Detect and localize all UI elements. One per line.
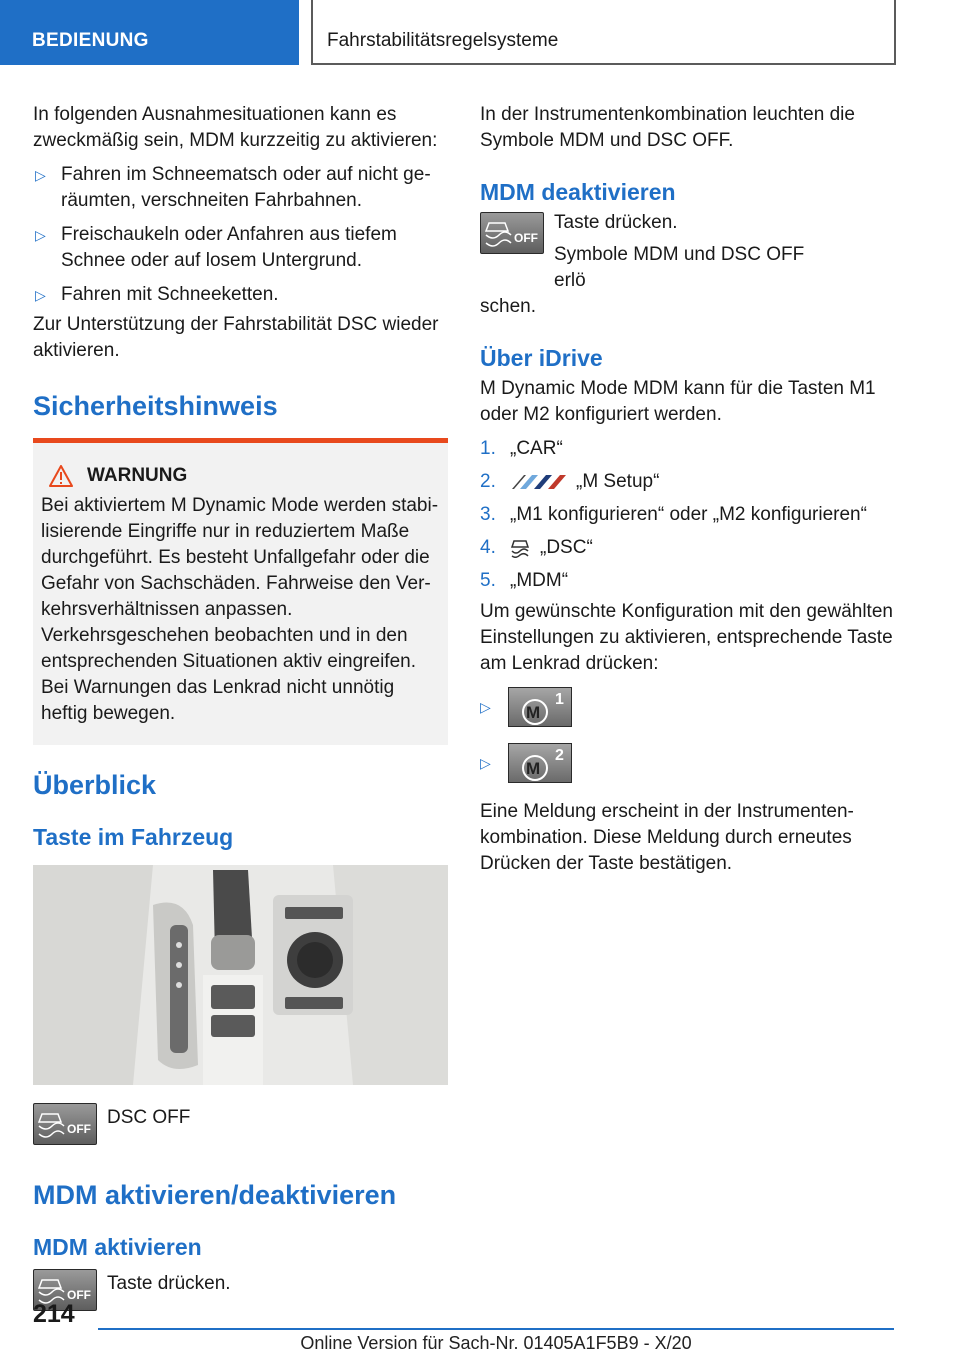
list-item: 3. „M1 konfigurieren“ oder „M2 konfigurieren“ (480, 504, 867, 525)
deactivate-heading: MDM deaktivieren (480, 179, 676, 205)
triangle-right-icon: ▷ (480, 755, 491, 771)
button-heading: Taste im Fahrzeug (33, 824, 234, 850)
dsc-off-key-icon: OFF (33, 1269, 97, 1311)
left-column (33, 102, 448, 1311)
situation-list (33, 162, 448, 308)
overview-heading: Überblick (33, 770, 157, 800)
list-item: 1. „CAR“ (480, 438, 563, 459)
m1-key-icon (508, 687, 572, 727)
footer-online-version: Online Version für Sach-Nr. 01405A1F5B9 - X/20 (300, 1333, 692, 1353)
list-item: ▷ Fahren mit Schneeketten. (33, 282, 448, 308)
list-item: ▷ Freischaukeln oder Anfahren aus tiefem Schnee oder auf losem Untergrund. (35, 224, 397, 271)
idrive-heading: Über iDrive (480, 345, 603, 371)
deactivate-row (480, 212, 900, 294)
chapter-title: Fahrstabilitätsregelsysteme (327, 30, 559, 51)
list-item: 2. „M Setup“ (480, 471, 660, 492)
warning-box (33, 438, 448, 745)
vehicle-console-photo (33, 865, 448, 1085)
svg-text:1: 1 (555, 691, 564, 708)
triangle-right-icon: ▷ (480, 699, 491, 715)
warning-triangle-icon (49, 465, 73, 487)
svg-text:2: 2 (555, 747, 564, 764)
chapter-tab (311, 0, 896, 65)
list-item: 5. „MDM“ (480, 570, 569, 591)
idrive-intro: M Dynamic Mode MDM kann für die Tasten M1 oder M2 konfiguriert werden. (480, 378, 876, 425)
right-intro: In der Instrumentenkombination leuchten die Symbole MDM und DSC OFF. (480, 104, 855, 151)
section-title: BEDIENUNG (32, 30, 149, 51)
idrive-steps (480, 436, 900, 594)
warning-header (49, 463, 440, 489)
warning-title: WARNUNG (87, 465, 188, 486)
activate-row (33, 1269, 448, 1311)
list-item: ▷ Fahren im Schneematsch oder auf nicht geräumten, verschneiten Fahrbahnen. (35, 164, 431, 211)
svg-text:M: M (526, 759, 541, 778)
m2-row (480, 743, 900, 783)
warning-text: Bei aktiviertem M Dynamic Mode werden stabilisierende Eingriffe nur in reduziertem Maße durchgeführt. Es besteht Unfallgefahr oder die Gefahr von Sachschäden. Fahrweise den Verkehrsverhältnissen anpassen. Verkehrsgeschehen beobachten und in den entsprechenden Situationen aktiv eingreifen. Bei Warnungen das Lenkrad nicht unnötig heftig bewegen. (41, 495, 439, 724)
intro-paragraph: In folgenden Ausnahmesituationen kann es zweckmäßig sein, MDM kurzzeitig zu aktivieren: (33, 104, 438, 151)
message-text: Eine Meldung erscheint in der Instrumentenkombination. Diese Meldung durch erneutes Drücken der Taste bestätigen. (480, 801, 854, 874)
triangle-right-icon: ▷ (35, 227, 46, 243)
deactivate-text-2: Symbole MDM und DSC OFF erlö (554, 244, 805, 291)
m2-key-icon (508, 743, 572, 783)
config-text: Um gewünschte Konfiguration mit den gewählten Einstellungen zu aktivieren, entsprechende Taste am Lenkrad drücken: (480, 601, 893, 674)
note-paragraph: Zur Unterstützung der Fahrstabilität DSC wieder aktivieren. (33, 314, 439, 361)
svg-text:M: M (526, 703, 541, 722)
right-column (480, 102, 900, 877)
dsc-off-key-icon: OFF (33, 1103, 97, 1145)
page-number: 214 (33, 1300, 75, 1328)
list-item: 4. „DSC“ (480, 537, 593, 558)
dsc-off-caption: DSC OFF (107, 1107, 191, 1128)
deactivate-text-1: Taste drücken. (554, 212, 678, 233)
dsc-off-row (33, 1103, 448, 1145)
footer-divider (98, 1328, 894, 1330)
activate-text: Taste drücken. (107, 1273, 231, 1294)
triangle-right-icon: ▷ (35, 287, 46, 303)
triangle-right-icon: ▷ (35, 167, 46, 183)
section-tab (0, 0, 299, 65)
activate-heading: MDM aktivieren (33, 1234, 202, 1260)
m1-row (480, 687, 900, 727)
safety-heading: Sicherheitshinweis (33, 391, 278, 421)
dsc-car-icon (510, 538, 530, 558)
mdm-heading: MDM aktivieren/deaktivieren (33, 1180, 397, 1210)
m-stripes-icon (510, 473, 568, 491)
dsc-off-key-icon: OFF (480, 212, 544, 254)
deactivate-text-2-cont: schen. (480, 296, 536, 317)
